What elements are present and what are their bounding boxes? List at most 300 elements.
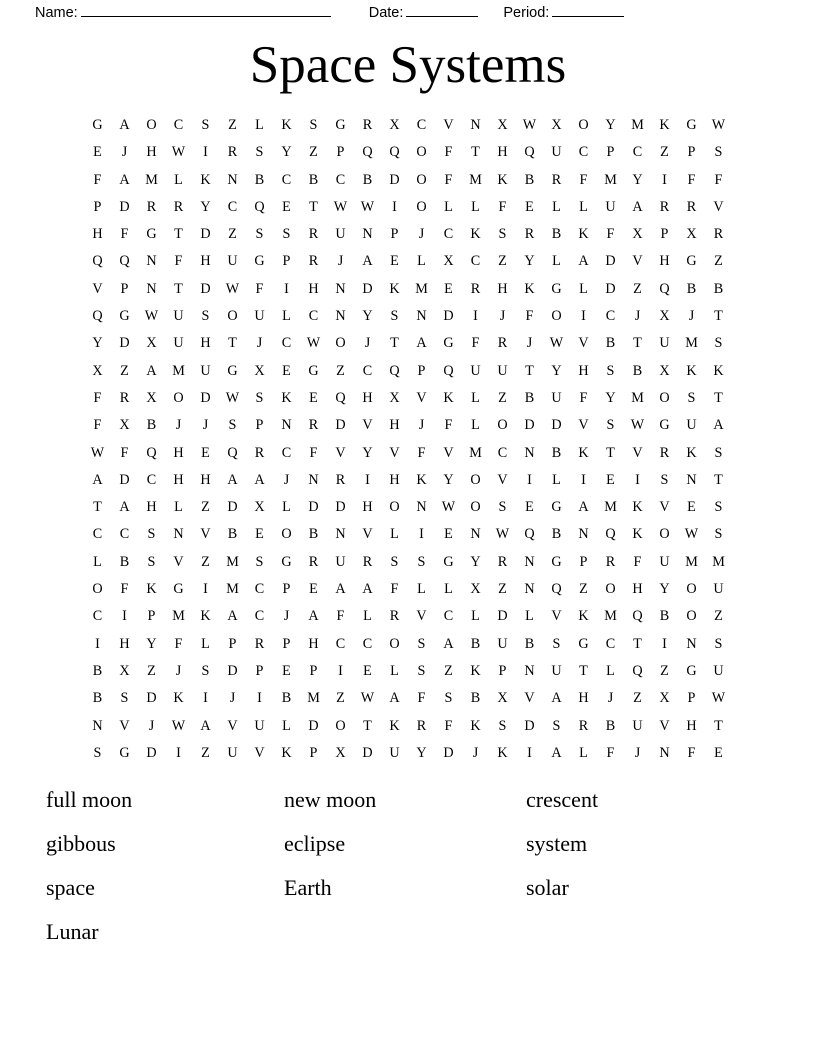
grid-cell[interactable]: N	[173, 526, 184, 543]
grid-cell[interactable]: U	[254, 717, 265, 734]
grid-cell[interactable]: D	[227, 499, 238, 516]
grid-cell[interactable]: M	[604, 171, 617, 188]
grid-cell[interactable]: G	[119, 308, 130, 325]
grid-cell[interactable]: I	[581, 308, 586, 325]
grid-cell[interactable]: W	[90, 444, 105, 461]
grid-cell[interactable]: M	[604, 608, 617, 625]
grid-cell[interactable]: K	[389, 280, 400, 297]
grid-cell[interactable]: Q	[254, 198, 265, 215]
grid-cell[interactable]: K	[416, 471, 427, 488]
grid-cell[interactable]: K	[659, 117, 670, 133]
grid-cell[interactable]: P	[309, 744, 318, 761]
grid-cell[interactable]: G	[227, 362, 238, 379]
grid-cell[interactable]: J	[175, 662, 182, 679]
grid-cell[interactable]: U	[605, 198, 616, 215]
grid-cell[interactable]: R	[686, 198, 697, 215]
grid-cell[interactable]: M	[226, 581, 239, 598]
grid-cell[interactable]: M	[172, 362, 185, 379]
grid-cell[interactable]: A	[227, 471, 238, 488]
grid-cell[interactable]: W	[495, 526, 510, 543]
grid-cell[interactable]: B	[659, 608, 670, 625]
grid-cell[interactable]: R	[308, 253, 319, 270]
grid-cell[interactable]: I	[392, 198, 397, 215]
grid-cell[interactable]: J	[202, 417, 209, 434]
grid-cell[interactable]: S	[93, 744, 102, 761]
grid-cell[interactable]: J	[418, 226, 425, 243]
grid-cell[interactable]: U	[632, 717, 643, 734]
grid-cell[interactable]: Q	[227, 444, 238, 461]
grid-cell[interactable]: V	[362, 526, 373, 543]
grid-cell[interactable]: U	[335, 226, 346, 243]
grid-cell[interactable]: F	[606, 226, 615, 243]
grid-cell[interactable]: B	[470, 690, 481, 707]
grid-cell[interactable]: F	[93, 389, 102, 406]
grid-cell[interactable]: H	[632, 581, 643, 598]
grid-cell[interactable]: V	[200, 526, 211, 543]
grid-cell[interactable]: P	[282, 581, 291, 598]
grid-cell[interactable]: A	[443, 635, 454, 652]
grid-cell[interactable]: C	[362, 635, 373, 652]
grid-cell[interactable]: K	[578, 226, 589, 243]
grid-cell[interactable]: V	[389, 444, 400, 461]
grid-cell[interactable]: Q	[119, 253, 130, 270]
grid-cell[interactable]: Z	[336, 690, 345, 707]
grid-cell[interactable]: B	[146, 417, 157, 434]
grid-cell[interactable]: X	[119, 662, 130, 679]
grid-cell[interactable]: F	[93, 171, 102, 188]
grid-cell[interactable]: O	[659, 389, 670, 406]
grid-cell[interactable]: H	[686, 717, 697, 734]
grid-cell[interactable]: O	[335, 717, 346, 734]
grid-cell[interactable]: D	[524, 717, 535, 734]
grid-cell[interactable]: X	[686, 226, 697, 243]
grid-cell[interactable]: K	[686, 362, 697, 379]
grid-cell[interactable]: O	[146, 117, 157, 133]
grid-cell[interactable]: N	[659, 744, 670, 761]
grid-cell[interactable]: F	[174, 635, 183, 652]
grid-cell[interactable]: D	[335, 417, 346, 434]
grid-cell[interactable]: U	[227, 744, 238, 761]
grid-cell[interactable]: P	[660, 226, 669, 243]
grid-cell[interactable]: H	[173, 471, 184, 488]
grid-cell[interactable]: K	[389, 717, 400, 734]
grid-cell[interactable]: W	[630, 417, 645, 434]
grid-cell[interactable]: G	[551, 553, 562, 570]
grid-cell[interactable]: B	[605, 335, 616, 352]
grid-cell[interactable]: E	[282, 198, 291, 215]
grid-cell[interactable]: X	[389, 389, 400, 406]
grid-cell[interactable]: S	[228, 417, 237, 434]
grid-cell[interactable]: N	[146, 253, 157, 270]
grid-cell[interactable]: X	[254, 499, 265, 516]
grid-cell[interactable]: P	[687, 690, 696, 707]
grid-cell[interactable]: M	[685, 335, 698, 352]
grid-cell[interactable]: D	[227, 662, 238, 679]
grid-cell[interactable]: K	[443, 389, 454, 406]
grid-cell[interactable]: O	[281, 526, 292, 543]
grid-cell[interactable]: T	[363, 717, 372, 734]
grid-cell[interactable]: Q	[443, 362, 454, 379]
grid-cell[interactable]: O	[605, 581, 616, 598]
grid-cell[interactable]: B	[551, 226, 562, 243]
grid-cell[interactable]: E	[201, 444, 210, 461]
grid-cell[interactable]: H	[362, 389, 373, 406]
grid-cell[interactable]: U	[470, 362, 481, 379]
grid-cell[interactable]: E	[714, 744, 723, 761]
grid-cell[interactable]: P	[336, 144, 345, 161]
grid-cell[interactable]: D	[389, 171, 400, 188]
grid-cell[interactable]: P	[93, 198, 102, 215]
grid-cell[interactable]: U	[551, 662, 562, 679]
grid-cell[interactable]: X	[497, 117, 508, 133]
grid-cell[interactable]: I	[662, 635, 667, 652]
grid-cell[interactable]: U	[659, 335, 670, 352]
grid-cell[interactable]: F	[687, 744, 696, 761]
grid-cell[interactable]: I	[203, 144, 208, 161]
grid-cell[interactable]: I	[473, 308, 478, 325]
grid-cell[interactable]: K	[686, 444, 697, 461]
grid-cell[interactable]: M	[631, 389, 644, 406]
grid-cell[interactable]: C	[497, 444, 508, 461]
grid-cell[interactable]: F	[309, 444, 318, 461]
grid-cell[interactable]: D	[308, 717, 319, 734]
grid-cell[interactable]: K	[470, 226, 481, 243]
grid-cell[interactable]: M	[604, 499, 617, 516]
grid-cell[interactable]: Z	[660, 144, 669, 161]
grid-cell[interactable]: C	[92, 526, 103, 543]
grid-cell[interactable]: E	[444, 526, 453, 543]
grid-cell[interactable]: F	[120, 226, 129, 243]
grid-cell[interactable]: G	[659, 417, 670, 434]
grid-cell[interactable]: F	[471, 335, 480, 352]
grid-cell[interactable]: G	[551, 280, 562, 297]
grid-cell[interactable]: W	[144, 308, 159, 325]
grid-cell[interactable]: B	[281, 690, 292, 707]
period-write-line[interactable]	[552, 3, 624, 17]
grid-cell[interactable]: C	[362, 362, 373, 379]
grid-cell[interactable]: F	[444, 417, 453, 434]
grid-cell[interactable]: O	[659, 526, 670, 543]
grid-cell[interactable]: A	[578, 253, 589, 270]
grid-cell[interactable]: N	[227, 171, 238, 188]
grid-cell[interactable]: S	[714, 499, 723, 516]
grid-cell[interactable]: S	[417, 635, 426, 652]
grid-cell[interactable]: A	[713, 417, 724, 434]
grid-cell[interactable]: Z	[444, 662, 453, 679]
grid-cell[interactable]: D	[443, 744, 454, 761]
grid-cell[interactable]: I	[527, 744, 532, 761]
grid-cell[interactable]: H	[200, 335, 211, 352]
grid-cell[interactable]: W	[549, 335, 564, 352]
grid-cell[interactable]: R	[254, 635, 265, 652]
grid-cell[interactable]: F	[444, 171, 453, 188]
grid-cell[interactable]: F	[336, 608, 345, 625]
grid-cell[interactable]: N	[686, 635, 697, 652]
word-list-item[interactable]: space	[46, 875, 95, 900]
grid-cell[interactable]: P	[228, 635, 237, 652]
grid-cell[interactable]: B	[92, 690, 103, 707]
grid-cell[interactable]: B	[362, 171, 373, 188]
grid-cell[interactable]: U	[173, 335, 184, 352]
grid-cell[interactable]: Q	[389, 362, 400, 379]
grid-cell[interactable]: U	[713, 662, 724, 679]
grid-cell[interactable]: V	[173, 553, 184, 570]
grid-cell[interactable]: X	[497, 690, 508, 707]
grid-cell[interactable]: E	[309, 389, 318, 406]
grid-cell[interactable]: X	[632, 226, 643, 243]
grid-cell[interactable]: K	[281, 117, 292, 133]
grid-cell[interactable]: C	[92, 608, 103, 625]
grid-cell[interactable]: R	[524, 226, 535, 243]
grid-cell[interactable]: P	[147, 608, 156, 625]
word-list-item[interactable]: solar	[526, 875, 569, 900]
grid-cell[interactable]: F	[255, 280, 264, 297]
grid-cell[interactable]: Z	[309, 144, 318, 161]
grid-cell[interactable]: D	[551, 417, 562, 434]
grid-cell[interactable]: B	[308, 171, 319, 188]
grid-cell[interactable]: O	[416, 171, 427, 188]
grid-cell[interactable]: C	[470, 253, 481, 270]
grid-cell[interactable]: B	[524, 171, 535, 188]
grid-cell[interactable]: G	[443, 335, 454, 352]
grid-cell[interactable]: W	[333, 198, 348, 215]
grid-cell[interactable]: F	[525, 308, 534, 325]
grid-cell[interactable]: Z	[633, 280, 642, 297]
grid-cell[interactable]: L	[174, 171, 183, 188]
grid-cell[interactable]: K	[281, 389, 292, 406]
grid-cell[interactable]: K	[524, 280, 535, 297]
grid-cell[interactable]: R	[605, 553, 616, 570]
grid-cell[interactable]: W	[522, 117, 537, 133]
grid-cell[interactable]: D	[362, 744, 373, 761]
grid-cell[interactable]: O	[92, 581, 103, 598]
grid-cell[interactable]: Y	[92, 335, 103, 352]
grid-cell[interactable]: L	[201, 635, 210, 652]
word-list-item[interactable]: Lunar	[46, 919, 99, 944]
grid-cell[interactable]: F	[417, 690, 426, 707]
grid-cell[interactable]: V	[524, 690, 535, 707]
grid-cell[interactable]: G	[254, 253, 265, 270]
grid-cell[interactable]: S	[714, 335, 723, 352]
grid-cell[interactable]: O	[686, 581, 697, 598]
grid-cell[interactable]: Y	[632, 171, 643, 188]
grid-cell[interactable]: D	[200, 226, 211, 243]
grid-cell[interactable]: G	[551, 499, 562, 516]
grid-cell[interactable]: A	[416, 335, 427, 352]
grid-cell[interactable]: L	[174, 499, 183, 516]
grid-cell[interactable]: Z	[336, 362, 345, 379]
grid-cell[interactable]: X	[335, 744, 346, 761]
grid-cell[interactable]: L	[552, 253, 561, 270]
grid-cell[interactable]: I	[419, 526, 424, 543]
grid-cell[interactable]: D	[497, 608, 508, 625]
grid-cell[interactable]: V	[254, 744, 265, 761]
grid-cell[interactable]: C	[443, 226, 454, 243]
grid-cell[interactable]: M	[415, 280, 428, 297]
grid-cell[interactable]: H	[308, 280, 319, 297]
grid-cell[interactable]: L	[471, 389, 480, 406]
grid-cell[interactable]: K	[281, 744, 292, 761]
grid-cell[interactable]: J	[607, 690, 614, 707]
grid-cell[interactable]: J	[283, 471, 290, 488]
grid-cell[interactable]: S	[390, 308, 399, 325]
grid-cell[interactable]: C	[605, 635, 616, 652]
grid-cell[interactable]: D	[200, 389, 211, 406]
grid-cell[interactable]: G	[281, 553, 292, 570]
grid-cell[interactable]: I	[635, 471, 640, 488]
word-list-item[interactable]: system	[526, 831, 588, 856]
grid-cell[interactable]: V	[335, 444, 346, 461]
grid-cell[interactable]: N	[335, 308, 346, 325]
grid-cell[interactable]: P	[120, 280, 129, 297]
grid-cell[interactable]: B	[605, 717, 616, 734]
grid-cell[interactable]: I	[122, 608, 127, 625]
grid-cell[interactable]: X	[92, 362, 103, 379]
grid-cell[interactable]: A	[362, 581, 373, 598]
grid-cell[interactable]: E	[525, 499, 534, 516]
grid-cell[interactable]: M	[145, 171, 158, 188]
grid-cell[interactable]: R	[551, 171, 562, 188]
grid-cell[interactable]: P	[687, 144, 696, 161]
grid-cell[interactable]: M	[685, 553, 698, 570]
grid-cell[interactable]: G	[578, 635, 589, 652]
grid-cell[interactable]: V	[578, 335, 589, 352]
grid-cell[interactable]: D	[443, 308, 454, 325]
grid-cell[interactable]: L	[282, 499, 291, 516]
grid-cell[interactable]: S	[309, 117, 318, 133]
grid-cell[interactable]: V	[659, 717, 670, 734]
grid-cell[interactable]: S	[606, 417, 615, 434]
grid-cell[interactable]: D	[200, 280, 211, 297]
grid-cell[interactable]: L	[390, 662, 399, 679]
grid-cell[interactable]: N	[362, 226, 373, 243]
grid-cell[interactable]: I	[257, 690, 262, 707]
grid-cell[interactable]: N	[524, 444, 535, 461]
grid-cell[interactable]: R	[308, 417, 319, 434]
grid-cell[interactable]: H	[308, 635, 319, 652]
grid-cell[interactable]: F	[120, 581, 129, 598]
grid-cell[interactable]: K	[578, 608, 589, 625]
grid-cell[interactable]: N	[281, 417, 292, 434]
grid-cell[interactable]: W	[360, 690, 375, 707]
grid-cell[interactable]: B	[470, 635, 481, 652]
grid-cell[interactable]: O	[578, 117, 589, 133]
grid-cell[interactable]: L	[579, 280, 588, 297]
grid-cell[interactable]: V	[92, 280, 103, 297]
grid-cell[interactable]: N	[308, 471, 319, 488]
grid-cell[interactable]: W	[711, 117, 726, 133]
grid-cell[interactable]: H	[497, 280, 508, 297]
grid-cell[interactable]: V	[443, 117, 454, 133]
grid-cell[interactable]: Z	[579, 581, 588, 598]
grid-cell[interactable]: L	[471, 198, 480, 215]
date-write-line[interactable]	[406, 3, 478, 17]
word-list-item[interactable]: new moon	[284, 787, 377, 812]
grid-cell[interactable]: D	[605, 253, 616, 270]
grid-cell[interactable]: A	[308, 608, 319, 625]
grid-cell[interactable]: S	[147, 526, 156, 543]
grid-cell[interactable]: E	[687, 499, 696, 516]
grid-cell[interactable]: O	[389, 635, 400, 652]
grid-cell[interactable]: K	[470, 662, 481, 679]
grid-cell[interactable]: I	[338, 662, 343, 679]
grid-cell[interactable]: R	[308, 226, 319, 243]
grid-cell[interactable]: W	[684, 526, 699, 543]
grid-cell[interactable]: S	[714, 444, 723, 461]
grid-cell[interactable]: J	[121, 144, 128, 161]
grid-cell[interactable]: W	[225, 389, 240, 406]
grid-cell[interactable]: L	[363, 608, 372, 625]
grid-cell[interactable]: S	[255, 226, 264, 243]
grid-cell[interactable]: L	[552, 471, 561, 488]
grid-cell[interactable]: V	[443, 444, 454, 461]
grid-cell[interactable]: W	[441, 499, 456, 516]
grid-cell[interactable]: F	[606, 744, 615, 761]
grid-cell[interactable]: L	[579, 198, 588, 215]
grid-cell[interactable]: R	[659, 198, 670, 215]
grid-cell[interactable]: N	[335, 526, 346, 543]
grid-cell[interactable]: C	[227, 198, 238, 215]
grid-cell[interactable]: X	[659, 308, 670, 325]
grid-cell[interactable]: O	[551, 308, 562, 325]
grid-cell[interactable]: P	[282, 253, 291, 270]
grid-cell[interactable]: Z	[201, 499, 210, 516]
grid-cell[interactable]: T	[633, 635, 642, 652]
grid-cell[interactable]: Q	[551, 581, 562, 598]
grid-cell[interactable]: Z	[201, 744, 210, 761]
grid-cell[interactable]: F	[174, 253, 183, 270]
grid-cell[interactable]: S	[390, 553, 399, 570]
grid-cell[interactable]: L	[579, 744, 588, 761]
grid-cell[interactable]: G	[686, 662, 697, 679]
grid-cell[interactable]: Q	[524, 144, 535, 161]
grid-cell[interactable]: O	[389, 499, 400, 516]
grid-cell[interactable]: Q	[524, 526, 535, 543]
grid-cell[interactable]: S	[201, 308, 210, 325]
grid-cell[interactable]: Z	[228, 226, 237, 243]
grid-cell[interactable]: P	[255, 417, 264, 434]
grid-cell[interactable]: J	[175, 417, 182, 434]
grid-cell[interactable]: T	[471, 144, 480, 161]
grid-cell[interactable]: S	[714, 526, 723, 543]
grid-cell[interactable]: M	[469, 171, 482, 188]
grid-cell[interactable]: T	[714, 717, 723, 734]
grid-cell[interactable]: B	[119, 553, 130, 570]
grid-cell[interactable]: P	[606, 144, 615, 161]
word-list-item[interactable]: gibbous	[46, 831, 116, 856]
grid-cell[interactable]: X	[443, 253, 454, 270]
grid-cell[interactable]: M	[172, 608, 185, 625]
grid-cell[interactable]: Z	[633, 690, 642, 707]
grid-cell[interactable]: R	[119, 389, 130, 406]
grid-cell[interactable]: J	[364, 335, 371, 352]
grid-cell[interactable]: Y	[605, 389, 616, 406]
grid-cell[interactable]: C	[416, 117, 427, 133]
grid-cell[interactable]: E	[363, 662, 372, 679]
grid-cell[interactable]: A	[389, 690, 400, 707]
grid-cell[interactable]: J	[283, 608, 290, 625]
grid-cell[interactable]: C	[254, 608, 265, 625]
grid-cell[interactable]: R	[146, 198, 157, 215]
grid-cell[interactable]: R	[659, 444, 670, 461]
grid-cell[interactable]: L	[93, 553, 102, 570]
grid-cell[interactable]: H	[362, 499, 373, 516]
grid-cell[interactable]: T	[228, 335, 237, 352]
grid-cell[interactable]: N	[524, 553, 535, 570]
grid-cell[interactable]: Z	[714, 608, 723, 625]
grid-cell[interactable]: P	[255, 662, 264, 679]
grid-cell[interactable]: R	[497, 335, 508, 352]
